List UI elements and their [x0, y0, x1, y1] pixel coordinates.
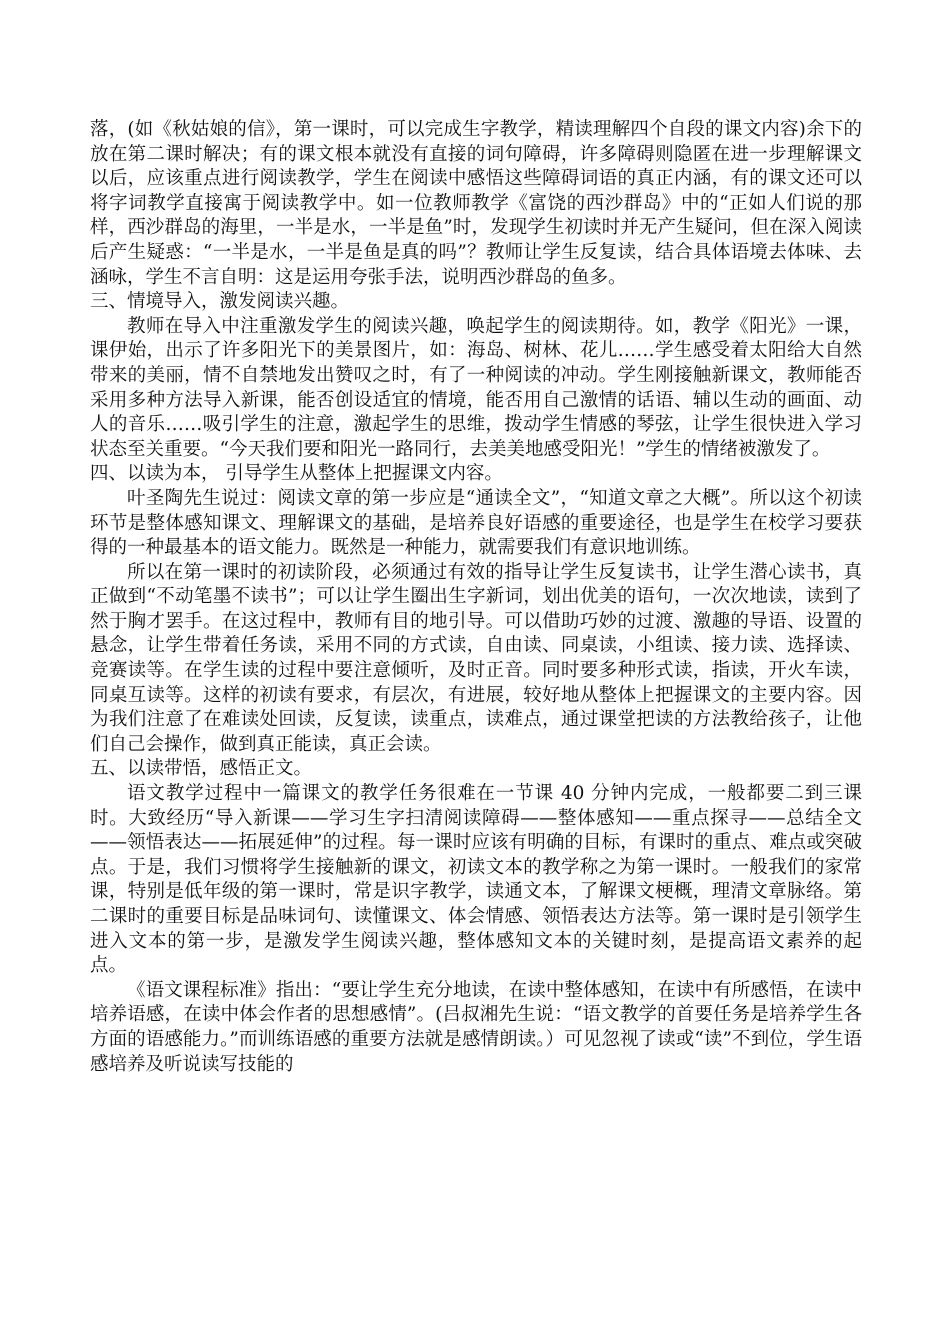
paragraph-lesson-structure: 语文教学过程中一篇课文的教学任务很难在一节课 40 分钟内完成，一般都要二到三课时。大致经历“导入新课——学习生字扫清阅读障碍——整体感知——重点探寻——总结全文——领悟表达——拓展延伸”的过程。每一课时应该有明确的目标，有课时的重点、难点或突破点。于是，我们习惯将学生接触新的课文，初读文本的教学称之为第一课时。一般我们的家常课，特别是低年级的第一课时，常是识字教学，读通文本，了解课文梗概，理清文章脉络。第二课时的重要目标是品味词句、读懂课文、体会情感、领悟表达方法等。第一课时是引领学生进入文本的第一步，是激发学生阅读兴趣，整体感知文本的关键时刻，是提高语文素养的起点。: [90, 783, 862, 977]
section-heading-5: 五、以读带悟，感悟正文。: [90, 758, 313, 780]
section-heading-3: 三、情境导入，激发阅读兴趣。: [90, 291, 350, 313]
section-heading-4: 四、以读为本， 引导学生从整体上把握课文内容。: [90, 463, 503, 485]
paragraph-ye-shengtao: 叶圣陶先生说过：阅读文章的第一步应是“通读全文”，“知道文章之大概”。所以这个初读环节是整体感知课文、理解课文的基础，是培养良好语感的重要途径，也是学生在校学习要获得的一种最基本的语文能力。既然是一种能力，就需要我们有意识地训练。: [90, 487, 862, 559]
paragraph-situational-intro: 教师在导入中注重激发学生的阅读兴趣，唤起学生的阅读期待。如，教学《阳光》一课，课伊始，出示了许多阳光下的美景图片，如：海岛、树林、花儿……学生感受着太阳给大自然带来的美丽，情不自禁地发出赞叹之时，有了一种阅读的冲动。学生刚接触新课文，教师能否采用多种方法导入新课，能否创设适宜的情境，能否用自己激情的话语、辅以生动的画面、动人的音乐……吸引学生的注意，激起学生的思维，拨动学生情感的琴弦，让学生很快进入学习状态至关重要。“今天我们要和阳光一路同行，去美美地感受阳光！”学生的情绪被激发了。: [90, 315, 862, 460]
paragraph-first-reading: 所以在第一课时的初读阶段，必须通过有效的指导让学生反复读书，让学生潜心读书，真正做到“不动笔墨不读书”；可以让学生圈出生字新词，划出优美的语句，一次次地读，读到了然于胸才罢手。在这过程中，教师有目的地引导。可以借助巧妙的过渡、激趣的导语、设置的悬念，让学生带着任务读，采用不同的方式读，自由读、同桌读，小组读、接力读、选择读、竞赛读等。在学生读的过程中要注意倾听，及时正音。同时要多种形式读，指读，开火车读，同桌互读等。这样的初读有要求，有层次，有进展，较好地从整体上把握课文的主要内容。因为我们注意了在难读处回读，反复读，读重点，读难点，通过课堂把读的方法教给孩子，让他们自己会操作，做到真正能读，真正会读。: [90, 561, 862, 755]
paragraph-curriculum-standard: 《语文课程标准》指出：“要让学生充分地读，在读中整体感知，在读中有所感悟，在读中培养语感，在读中体会作者的思想感情”。(吕叔湘先生说：“语文教学的首要任务是培养学生各方面的语感能力。”而训练语感的重要方法就是感情朗读。）可见忽视了读或“读”不到位，学生语感培养及听说读写技能的: [90, 979, 862, 1075]
document-body: [90, 118, 862, 1077]
paragraph-continuation: 落，(如《秋姑娘的信》，第一课时，可以完成生字教学，精读理解四个自段的课文内容)余下的放在第二课时解决；有的课文根本就没有直接的词句障碍，许多障碍则隐匿在进一步理解课文以后，应该重点进行阅读教学，学生在阅读中感悟这些障碍词语的真正内涵，有的课文还可以将字词教学直接寓于阅读教学中。如一位教师教学《富饶的西沙群岛》中的“正如人们说的那样，西沙群岛的海里，一半是水，一半是鱼”时，发现学生初读时并无产生疑问，但在深入阅读后产生疑惑：“一半是水，一半是鱼是真的吗”？教师让学生反复读，结合具体语境去体味、去涵咏，学生不言自明：这是运用夸张手法，说明西沙群岛的鱼多。: [90, 119, 862, 288]
